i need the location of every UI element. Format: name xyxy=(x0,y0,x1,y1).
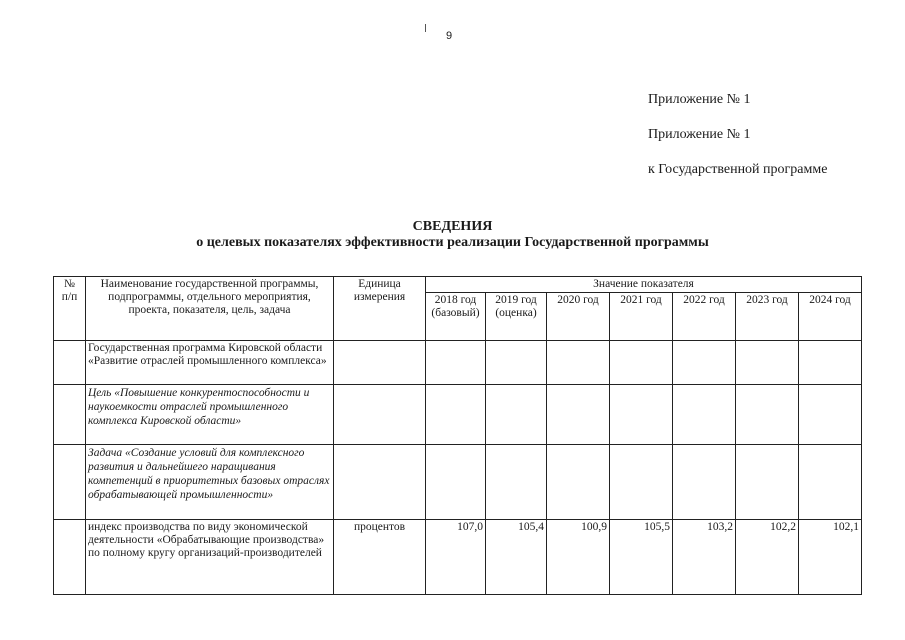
value-cell xyxy=(426,341,486,385)
value-cell xyxy=(426,445,486,520)
value-cell xyxy=(799,385,862,445)
value-cell xyxy=(610,445,673,520)
value-cell xyxy=(486,445,547,520)
appendix-label-repeat: Приложение № 1 xyxy=(648,127,751,142)
document-subtitle: о целевых показателях эффективности реализации Государственной программы xyxy=(196,235,709,250)
value-cell xyxy=(736,341,799,385)
row-program-name: Государственная программа Кировской области «Развитие отраслей промышленного комплекса» xyxy=(86,341,334,385)
row-unit-cell xyxy=(334,445,426,520)
row-unit-cell xyxy=(334,341,426,385)
appendix-label: Приложение № 1 xyxy=(648,92,751,107)
value-2023: 102,2 xyxy=(736,520,799,595)
appendix-program-ref: к Государственной программе xyxy=(648,162,828,177)
table-row-goal xyxy=(54,385,862,445)
header-year-2022: 2022 год xyxy=(673,293,736,341)
row-number-cell xyxy=(54,385,86,445)
value-2019: 105,4 xyxy=(486,520,547,595)
header-unit: Единица измерения xyxy=(334,277,426,341)
row-task-name: Задача «Создание условий для комплексного развития и дальнейшего наращивания компетенций в приоритетных базовых отраслях обрабатывающей промышленности» xyxy=(86,445,334,520)
row-indicator-unit: процентов xyxy=(334,520,426,595)
value-cell xyxy=(547,385,610,445)
header-number-abbr: п/п xyxy=(61,291,78,303)
header-year-2023: 2023 год xyxy=(736,293,799,341)
header-number-sign: № xyxy=(64,278,75,290)
document-title: СВЕДЕНИЯ xyxy=(412,219,493,234)
value-cell xyxy=(736,445,799,520)
value-cell xyxy=(610,385,673,445)
value-2020: 100,9 xyxy=(547,520,610,595)
table-row-task xyxy=(54,445,862,520)
value-cell xyxy=(486,385,547,445)
indicators-table xyxy=(53,276,862,595)
value-2018: 107,0 xyxy=(426,520,486,595)
header-year-2018: 2018 год (базовый) xyxy=(426,293,486,341)
row-goal-name: Цель «Повышение конкурентоспособности и наукоемкости отраслей промышленного комплекса Кировской области» xyxy=(86,385,334,445)
value-cell xyxy=(736,385,799,445)
header-year-2020: 2020 год xyxy=(547,293,610,341)
value-cell xyxy=(547,341,610,385)
row-unit-cell xyxy=(334,385,426,445)
table-row-program xyxy=(54,341,862,385)
header-year-2021: 2021 год xyxy=(610,293,673,341)
value-cell xyxy=(610,341,673,385)
row-number-cell xyxy=(54,341,86,385)
header-year-2024: 2024 год xyxy=(799,293,862,341)
header-row-number xyxy=(54,277,86,341)
value-cell xyxy=(673,385,736,445)
value-cell xyxy=(426,385,486,445)
value-cell xyxy=(486,341,547,385)
value-2024: 102,1 xyxy=(799,520,862,595)
value-cell xyxy=(799,341,862,385)
scan-mark xyxy=(425,24,426,32)
value-2022: 103,2 xyxy=(673,520,736,595)
value-cell xyxy=(799,445,862,520)
page-number: 9 xyxy=(446,30,453,42)
row-number-cell xyxy=(54,520,86,595)
value-cell xyxy=(673,445,736,520)
table-row-indicator xyxy=(54,520,862,595)
row-number-cell xyxy=(54,445,86,520)
value-2021: 105,5 xyxy=(610,520,673,595)
value-cell xyxy=(673,341,736,385)
header-year-2019: 2019 год (оценка) xyxy=(486,293,547,341)
header-value-group: Значение показателя xyxy=(426,277,862,293)
row-indicator-name: индекс производства по виду экономической деятельности «Обрабатывающие производства» по полному кругу организаций-производителей xyxy=(86,520,334,595)
header-name: Наименование государственной программы, подпрограммы, отдельного мероприятия, проекта, показателя, цель, задача xyxy=(86,277,334,341)
value-cell xyxy=(547,445,610,520)
